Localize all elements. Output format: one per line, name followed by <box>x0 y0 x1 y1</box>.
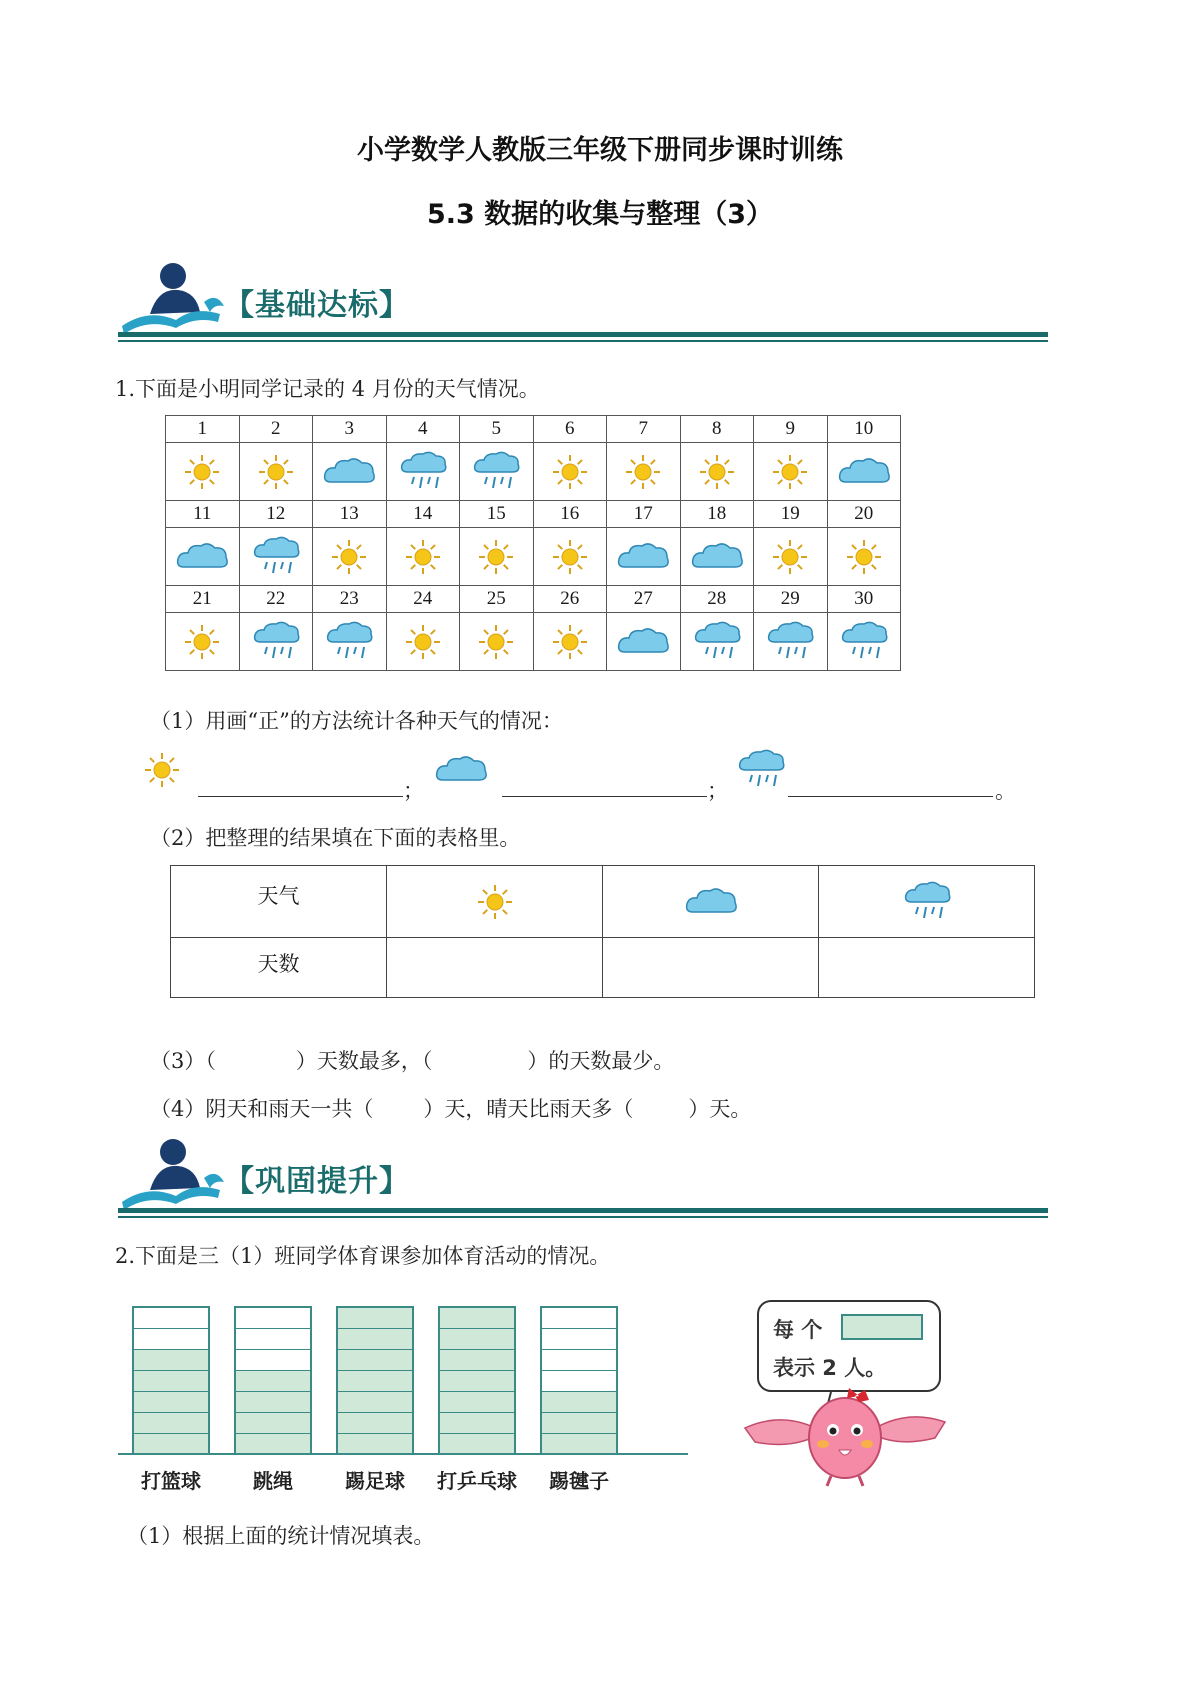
rain-icon <box>313 613 387 671</box>
section-header-basic <box>118 262 1048 344</box>
summary-header-weather: 天气 <box>171 866 387 938</box>
rain-icon <box>680 613 754 671</box>
day-number: 24 <box>386 586 460 613</box>
bar-column <box>132 1306 210 1453</box>
chart-baseline <box>118 1453 688 1455</box>
bar-cell-filled <box>338 1371 412 1392</box>
bar-cell-empty <box>236 1350 310 1371</box>
bar-cell-filled <box>440 1329 514 1350</box>
bar-cell-filled <box>236 1434 310 1455</box>
bar-category-label: 踢毽子 <box>549 1469 609 1493</box>
summary-header-days: 天数 <box>171 938 387 998</box>
sun-icon <box>166 613 240 671</box>
question-2-part-1: （1）根据上面的统计情况填表。 <box>127 1524 435 1548</box>
bar-cell-filled <box>236 1371 310 1392</box>
bar-cell-filled <box>338 1308 412 1329</box>
bar-cell-filled <box>440 1392 514 1413</box>
question-1-part-1: （1）用画“正”的方法统计各种天气的情况： <box>150 709 563 733</box>
bar-cell-filled <box>134 1350 208 1371</box>
day-number: 27 <box>607 586 681 613</box>
day-number: 14 <box>386 501 460 528</box>
sun-icon <box>827 528 901 586</box>
sunny-days-input[interactable] <box>387 938 603 998</box>
sun-icon <box>533 613 607 671</box>
day-number: 18 <box>680 501 754 528</box>
day-number: 12 <box>239 501 313 528</box>
day-number: 20 <box>827 501 901 528</box>
cloud-icon <box>433 752 489 788</box>
legend-speech-bubble <box>757 1300 941 1392</box>
bar-cell-empty <box>134 1308 208 1329</box>
page-title: 小学数学人教版三年级下册同步课时训练 <box>357 135 843 166</box>
rain-icon <box>736 748 786 792</box>
page-subtitle: 5.3 数据的收集与整理（3） <box>426 199 774 230</box>
bar-cell-filled <box>542 1434 616 1455</box>
bar-cell-filled <box>134 1434 208 1455</box>
end-mark: 。 <box>995 779 1016 803</box>
summary-rain-cell <box>819 866 1035 938</box>
day-number: 30 <box>827 586 901 613</box>
sun-icon <box>239 443 313 501</box>
sun-icon <box>140 748 184 792</box>
day-number: 5 <box>460 416 534 443</box>
bar-cell-filled <box>338 1350 412 1371</box>
rain-icon <box>386 443 460 501</box>
question-1-intro: 1.下面是小明同学记录的 4 月份的天气情况。 <box>115 377 540 401</box>
bar-category-label: 打乒乓球 <box>437 1469 517 1493</box>
sun-icon <box>533 443 607 501</box>
cloudy-tally-blank[interactable] <box>502 770 707 797</box>
bar-column <box>336 1306 414 1453</box>
rain-icon <box>827 613 901 671</box>
bar-cell-filled <box>440 1434 514 1455</box>
cloud-icon <box>607 613 681 671</box>
bar-cell-filled <box>440 1308 514 1329</box>
sun-icon <box>386 528 460 586</box>
bar-cell-empty <box>236 1308 310 1329</box>
bar-cell-filled <box>134 1413 208 1434</box>
legend-text-line-1: 每 个 <box>773 1318 823 1342</box>
bar-cell-empty <box>542 1371 616 1392</box>
rainy-tally-blank[interactable] <box>788 770 993 797</box>
bar-cell-filled <box>236 1392 310 1413</box>
sun-icon <box>607 443 681 501</box>
legend-cell-key <box>841 1314 923 1340</box>
day-number: 4 <box>386 416 460 443</box>
sun-icon <box>386 613 460 671</box>
day-number: 11 <box>166 501 240 528</box>
sun-icon <box>460 528 534 586</box>
day-number: 29 <box>754 586 828 613</box>
bar-column <box>540 1306 618 1453</box>
bar-cell-filled <box>338 1413 412 1434</box>
cloud-icon <box>166 528 240 586</box>
bar-cell-empty <box>236 1329 310 1350</box>
day-number: 8 <box>680 416 754 443</box>
bar-cell-filled <box>134 1371 208 1392</box>
sunny-tally-blank[interactable] <box>198 770 403 797</box>
bar-cell-filled <box>440 1350 514 1371</box>
day-number: 28 <box>680 586 754 613</box>
cloud-icon <box>827 443 901 501</box>
reader-logo-icon <box>118 262 228 334</box>
day-number: 19 <box>754 501 828 528</box>
day-number: 15 <box>460 501 534 528</box>
bar-cell-filled <box>338 1329 412 1350</box>
separator: ； <box>403 779 424 803</box>
rain-icon <box>754 613 828 671</box>
bar-cell-filled <box>440 1371 514 1392</box>
bar-cell-filled <box>542 1392 616 1413</box>
summary-cloud-cell <box>603 866 819 938</box>
bar-cell-empty <box>134 1329 208 1350</box>
sun-icon <box>460 613 534 671</box>
question-1-part-2: （2）把整理的结果填在下面的表格里。 <box>150 826 521 850</box>
rain-icon <box>239 528 313 586</box>
bar-cell-empty <box>542 1308 616 1329</box>
bar-column <box>438 1306 516 1453</box>
bar-category-label: 跳绳 <box>253 1469 293 1493</box>
bar-column <box>234 1306 312 1453</box>
cloudy-days-input[interactable] <box>603 938 819 998</box>
cloud-icon <box>683 888 739 912</box>
bar-category-label: 踢足球 <box>345 1469 405 1493</box>
bar-cell-filled <box>440 1413 514 1434</box>
day-number: 13 <box>313 501 387 528</box>
bar-cell-filled <box>338 1434 412 1455</box>
bar-cell-empty <box>542 1329 616 1350</box>
bar-cell-empty <box>542 1350 616 1371</box>
sun-icon <box>166 443 240 501</box>
day-number: 3 <box>313 416 387 443</box>
weather-summary-table <box>170 865 1035 998</box>
sun-icon <box>680 443 754 501</box>
day-number: 26 <box>533 586 607 613</box>
question-1-part-3: （3）（ ）天数最多，（ ）的天数最少。 <box>150 1049 675 1073</box>
weather-record-table <box>165 415 901 671</box>
rain-icon <box>460 443 534 501</box>
day-number: 22 <box>239 586 313 613</box>
section-label: 【基础达标】 <box>224 288 410 323</box>
day-number: 1 <box>166 416 240 443</box>
separator: ； <box>707 779 728 803</box>
bar-cell-filled <box>236 1413 310 1434</box>
sun-icon <box>754 528 828 586</box>
day-number: 16 <box>533 501 607 528</box>
sun-icon <box>533 528 607 586</box>
cloud-icon <box>607 528 681 586</box>
rain-icon <box>239 613 313 671</box>
sun-icon <box>313 528 387 586</box>
bird-mascot-icon <box>735 1380 955 1490</box>
cloud-icon <box>313 443 387 501</box>
day-number: 23 <box>313 586 387 613</box>
day-number: 2 <box>239 416 313 443</box>
rainy-days-input[interactable] <box>819 938 1035 998</box>
day-number: 21 <box>166 586 240 613</box>
sun-icon <box>754 443 828 501</box>
rain-icon <box>902 888 952 912</box>
summary-sun-cell <box>387 866 603 938</box>
cloud-icon <box>680 528 754 586</box>
legend-text-line-2: 表示 2 人。 <box>773 1356 887 1380</box>
bar-category-label: 打篮球 <box>141 1469 201 1493</box>
section-label: 【巩固提升】 <box>224 1164 410 1199</box>
day-number: 7 <box>607 416 681 443</box>
activity-bar-chart <box>118 1295 688 1493</box>
day-number: 10 <box>827 416 901 443</box>
sun-icon <box>473 888 517 912</box>
day-number: 6 <box>533 416 607 443</box>
bar-cell-filled <box>542 1413 616 1434</box>
day-number: 17 <box>607 501 681 528</box>
question-1-part-4: （4）阴天和雨天一共（ ）天，晴天比雨天多（ ）天。 <box>150 1097 752 1121</box>
bar-cell-filled <box>134 1392 208 1413</box>
bar-cell-filled <box>338 1392 412 1413</box>
day-number: 25 <box>460 586 534 613</box>
section-header-consolidate <box>118 1138 1048 1220</box>
question-2-intro: 2.下面是三（1）班同学体育课参加体育活动的情况。 <box>115 1244 611 1268</box>
day-number: 9 <box>754 416 828 443</box>
reader-logo-icon <box>118 1138 228 1210</box>
